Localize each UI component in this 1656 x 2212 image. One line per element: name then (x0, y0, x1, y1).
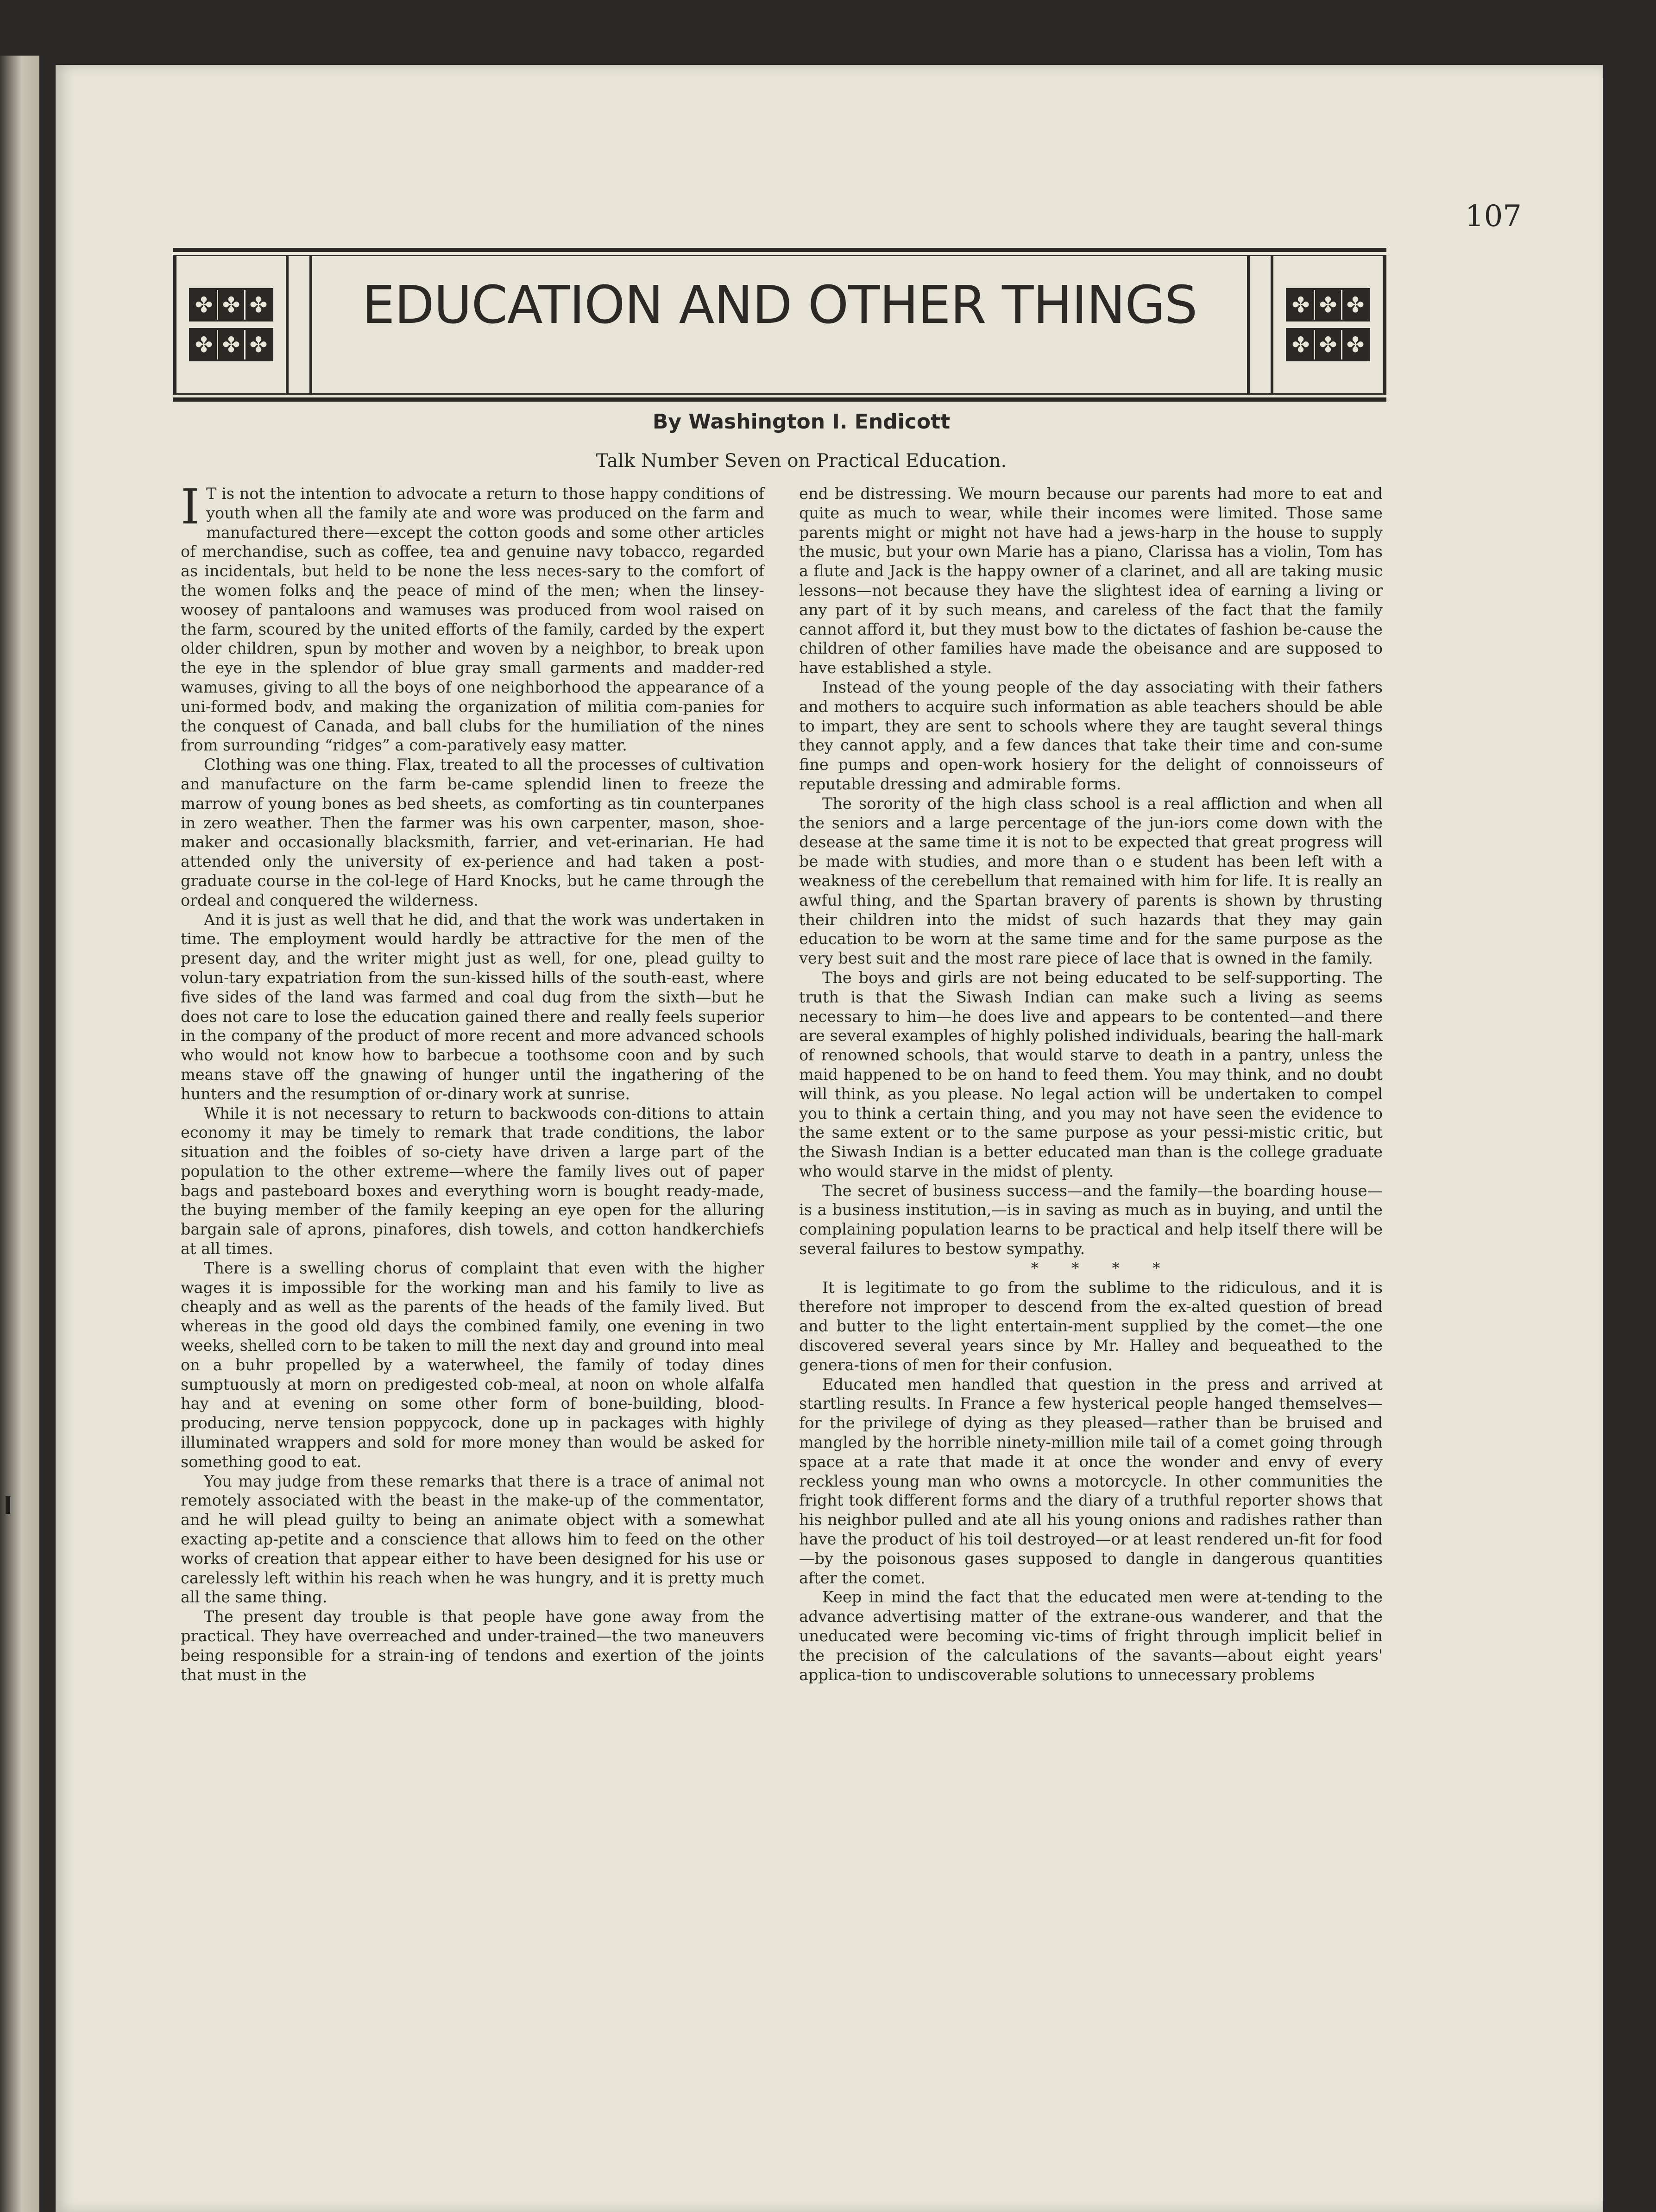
paragraph: The sorority of the high class school is a real affliction and when all the seniors and a large percentage of the jun-iors come down with the desease at the same time it is not to be expected that great progress will be made with studies, and more than o e student has been left with a weakness of the cerebellum that remained with him for life. It is really an awful thing, and the Spartan bravery of parents is shown by thrusting their children into the midst of such hazards that they may gain education to be worn at the same time and for the same purpose as the very best suit and the most rare piece of lace that is owned in the family. (799, 794, 1383, 968)
binding-mark (6, 1496, 10, 1514)
section-break: * * * * (1031, 1259, 1174, 1277)
drop-cap: I (181, 479, 200, 535)
flower-icon: ✤ (191, 330, 218, 359)
text-column-left (181, 479, 764, 1684)
article-title: EDUCATION AND OTHER THINGS (362, 275, 1197, 335)
flower-icon: ✤ (1315, 290, 1342, 320)
flower-icon: ✤ (1342, 330, 1368, 359)
paragraph: I T is not the intention to advocate a return to those happy conditions of youth when all the family ate and wore was produced on the farm and manufactured there—except the cotton goods and some other articles of merchandise, such as coffee, tea and genuine navy tobacco, regarded as incidentals, but held to be none the less neces-sary to the comfort of the women folks anḑ the peace of mind of the men; when the linsey-woosey of pantaloons and wamuses was produced from wool raised on the farm, scoured by the united efforts of the family, carded by the expert older children, spun by mother and woven by a neighbor, to break upon the eye in the splendor of blue gray small garments and madder-red wamuses, giving to all the boys of one neighborhood the appearance of a uni-formed bodv, and making the organization of militia com-panies for the conquest of Canada, and ball clubs for the humiliation of the nines from surrounding “ridges” a com-paratively easy matter. (181, 479, 764, 755)
banner-divider (1247, 255, 1250, 395)
banner-divider (309, 255, 312, 395)
adjacent-page-edge (0, 56, 39, 2212)
text-column-right (799, 484, 1383, 1684)
paragraph: It is legitimate to go from the sublime to the ridiculous, and it is therefore not improper to descend from the ex-alted question of bread and butter to the light entertain-ment supplied by the comet—the one discovered several years since by Mr. Halley and bequeathed to the genera-tions of men for their confusion. (799, 1278, 1383, 1374)
flower-icon: ✤ (1288, 330, 1315, 359)
paragraph: While it is not necessary to return to backwoods con-ditions to attain economy it may be timely to remark that trade conditions, the labor situation and the foibles of so-ciety have driven a large part of the population to the other extreme—where the family lives out of paper bags and pasteboard boxes and everything worn is bought ready-made, the buying member of the family keeping an eye open for the alluring bargain sale of aprons, pinafores, dish towels, and cotton handkerchiefs at all times. (181, 1104, 764, 1258)
paragraph: Keep in mind the fact that the educated men were at-tending to the advance advertising matter of the extrane-ous wanderer, and that the uneducated were becoming vic-tims of fright through implicit belief in the precision of the calculations of the savants—about eight years' applica-tion to undiscoverable solutions to unnecessary problems (799, 1588, 1383, 1684)
flower-icon: ✤ (246, 330, 271, 359)
paragraph: You may judge from these remarks that there is a trace of animal not remotely associated with the beast in the make-up of the commentator, and he will plead guilty to being an animate object with a somewhat exacting ap-petite and a conscience that allows him to feed on the other works of creation that appear either to have been designed for his use or carelessly left within his reach when he was hungry, and it is pretty much all the same thing. (181, 1472, 764, 1607)
subtitle: Talk Number Seven on Practical Education. (596, 450, 1007, 472)
paragraph: The boys and girls are not being educated to be self-supporting. The truth is that the Siwash Indian can make such a living as seems necessary to him—he does live and appears to be contented—and there are several examples of highly polished individuals, bearing the hall-mark of renowned schools, that would starve to death in a pantry, unless the maid happened to be on hand to feed them. You may think, and no doubt will think, as you please. No legal action will be undertaken to compel you to think a certain thing, and you may not have seen the evidence to the same extent or to the same purpose as your pessi-mistic critic, but the Siwash Indian is a better educated man than is the college graduate who would starve in the midst of plenty. (799, 968, 1383, 1180)
paragraph: The secret of business success—and the family—the boarding house—is a business institution,—is in saving as much as in buying, and until the complaining population learns to be practical and help itself there will be several failures to bestow sympathy. (799, 1181, 1383, 1258)
paragraph: The present day trouble is that people have gone away from the practical. They have overreached and under-trained—the two maneuvers being responsible for a strain-ing of tendons and exertion of the joints that must in the (181, 1607, 764, 1684)
byline: By Washington I. Endicott (652, 410, 951, 434)
paragraph: And it is just as well that he did, and that the work was undertaken in time. The employment would hardly be attractive for the men of the present day, and the writer might just as well, for one, plead guilty to volun-tary expatriation from the sun-kissed hills of the south-east, where five sides of the land was farmed and coal dug from the sixth—but he does not care to lose the education gained there and really feels superior in the company of the product of more recent and more advanced schools who would not know how to barbecue a toothsome coon and by such means stave off the gnawing of hunger until the ingathering of the hunters and the resumption of or-dinary work at sunrise. (181, 910, 764, 1103)
paragraph: Instead of the young people of the day associating with their fathers and mothers to acquire such information as able teachers should be able to impart, they are sent to schools where they are taught several things they cannot apply, and a few dances that take their time and con-sume fine pumps and open-work hosiery for the delight of connoisseurs of reputable dressing and admirable forms. (799, 678, 1383, 793)
flower-icon: ✤ (1342, 290, 1368, 320)
right-ornament (1271, 255, 1386, 395)
left-ornament (173, 255, 289, 395)
flower-icon: ✤ (1288, 290, 1315, 320)
paragraph: There is a swelling chorus of complaint that even with the higher wages it is impossible for the working man and his family to live as cheaply and as well as the parents of the heads of the family lived. But whereas in the good old days the combined family, one evening in two weeks, shelled corn to be taken to mill the next day and ground into meal on a buhr propelled by a waterwheel, the family of today dines sumptuously at morn on predigested cob-meal, at noon on whole alfalfa hay and at evening on some other form of bone-building, blood-producing, nerve tension poppycock, done up in packages with highly illuminated wrappers and sold for more money than would be asked for something good to eat. (181, 1259, 764, 1471)
header-banner (173, 248, 1386, 402)
paragraph: Clothing was one thing. Flax, treated to all the processes of cultivation and manufacture on the farm be-came splendid linen to freeze the marrow of young bones as bed sheets, as comforting as tin counterpanes in zero weather. Then the farmer was his own carpenter, mason, shoe-maker and occasionally blacksmith, farrier, and vet-erinarian. He had attended only the university of ex-perience and had taken a post-graduate course in the col-lege of Hard Knocks, but he came through the ordeal and conquered the wilderness. (181, 756, 764, 909)
paragraph: end be distressing. We mourn because our parents had more to eat and quite as much to wear, while their incomes were limited. Those same parents might or might not have had a jews-harp in the house to supply the music, but your own Marie has a piano, Clarissa has a violin, Tom has a flute and Jack is the happy owner of a clarinet, and all are taking music lessons—not because they have the slightest idea of earning a living or any part of it by such means, and careless of the fact that the family cannot afford it, but they must bow to the dictates of fashion be-cause the children of other families have made the obeisance and are supposed to have established a style. (799, 485, 1383, 677)
flower-icon: ✤ (1315, 330, 1342, 359)
flower-icon: ✤ (218, 290, 246, 320)
flower-icon: ✤ (191, 290, 218, 320)
page-number: 107 (1465, 199, 1522, 233)
flower-icon: ✤ (246, 290, 271, 320)
magazine-page (56, 65, 1603, 2212)
paragraph: Educated men handled that question in the press and arrived at startling results. In France a few hysterical people hanged themselves—for the privilege of dying as they pleased—rather than be bruised and mangled by the horrible ninety-million mile tail of a comet going through space at a rate that made it at once the wonder and envy of every reckless young man who owns a motorcycle. In other communities the fright took different forms and the diary of a truthful reporter shows that his neighbor pulled and ate all his young onions and radishes rather than have the product of his toil destroyed—or at least rendered un-fit for food—by the poisonous gases supposed to dangle in dangerous quantities after the comet. (799, 1375, 1383, 1587)
flower-icon: ✤ (218, 330, 246, 359)
